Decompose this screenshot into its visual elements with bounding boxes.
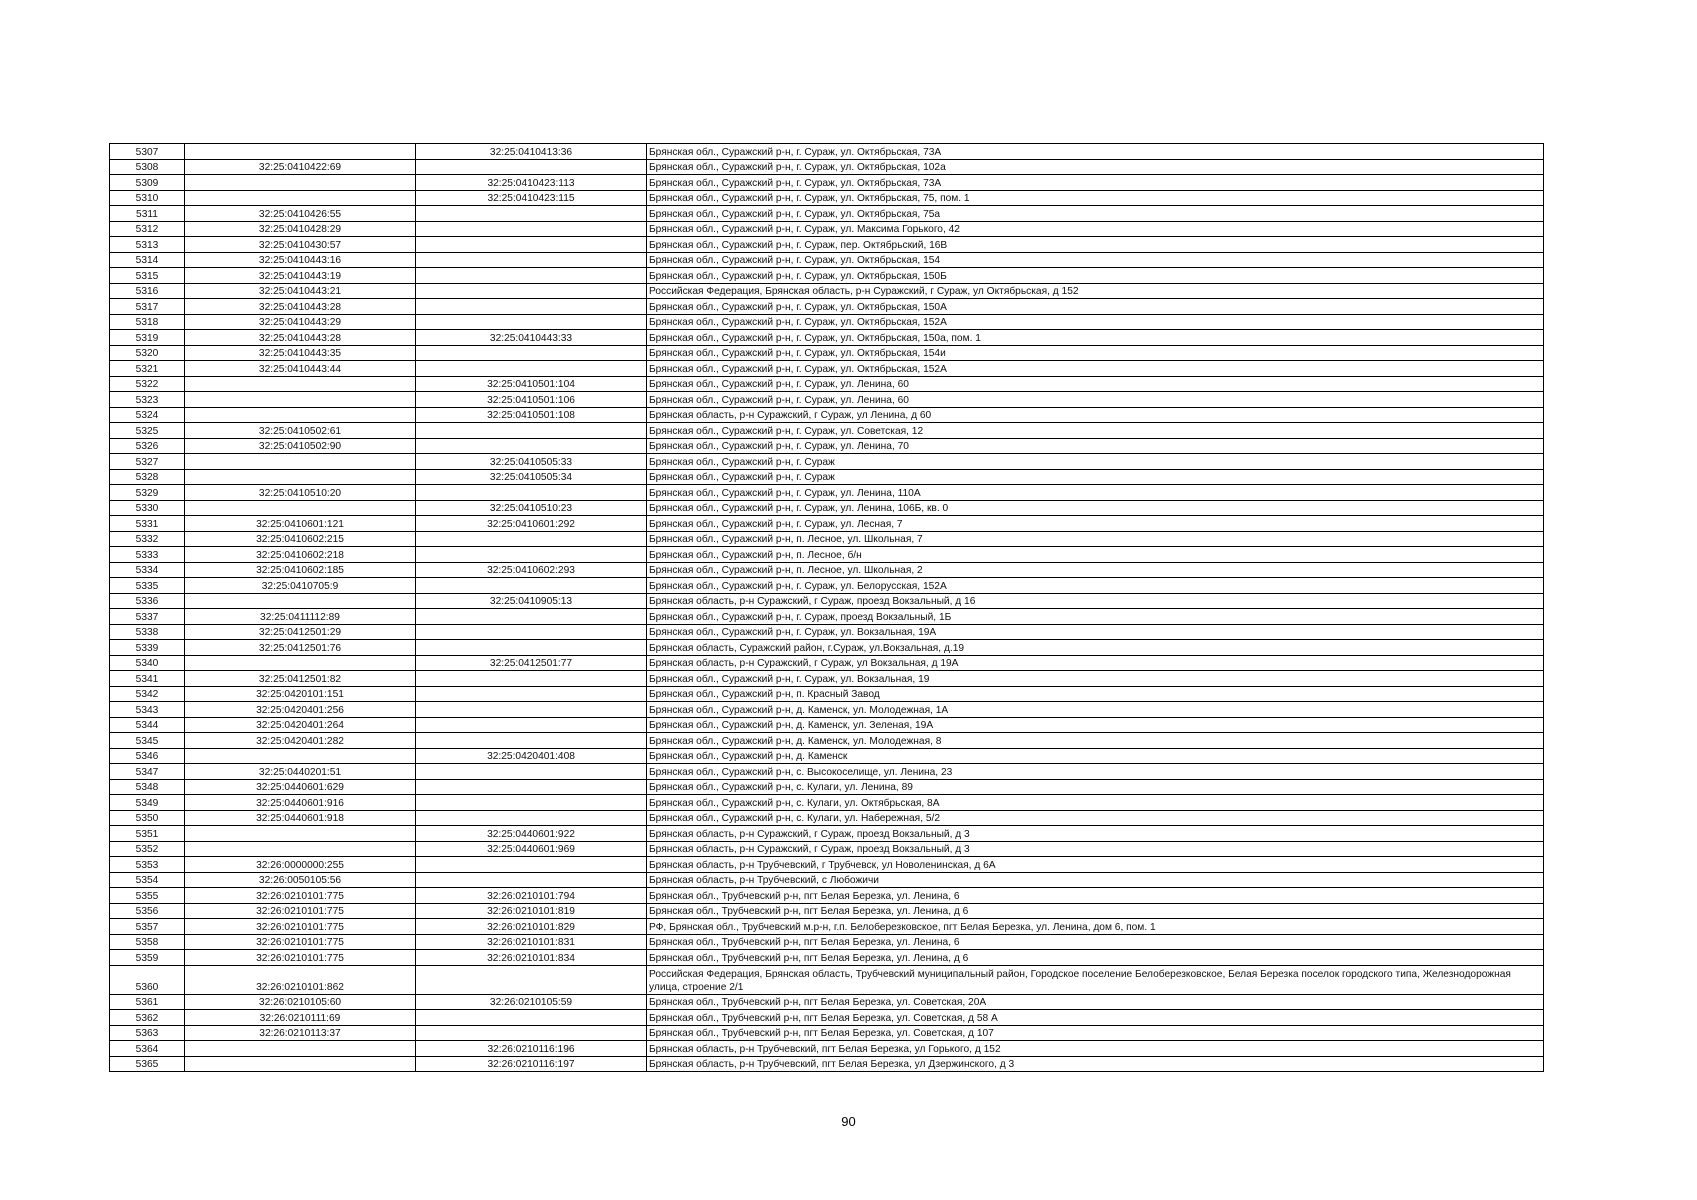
object-cadastral-number-cell: 32:26:0210101:819 (416, 903, 647, 919)
address-cell: Брянская обл., Суражский р-н, г. Сураж, ул. Вокзальная, 19А (647, 624, 1544, 640)
table-row (110, 624, 1544, 640)
address-cell: Брянская область, р-н Суражский, г Сураж, проезд Вокзальный, д 16 (647, 593, 1544, 609)
table-row (110, 144, 1544, 160)
cadastral-number-cell (185, 655, 416, 671)
object-cadastral-number-cell: 32:26:0210116:197 (416, 1056, 647, 1072)
cadastral-number-cell: 32:25:0410602:218 (185, 547, 416, 563)
object-cadastral-number-cell (416, 965, 647, 994)
table-row (110, 190, 1544, 206)
address-cell: Брянская обл., Суражский р-н, г. Сураж (647, 469, 1544, 485)
table-row (110, 950, 1544, 966)
table-row (110, 1041, 1544, 1057)
cadastral-number-cell: 32:25:0440201:51 (185, 764, 416, 780)
table-row (110, 268, 1544, 284)
row-number-cell: 5360 (110, 965, 185, 994)
table-row (110, 206, 1544, 222)
table-row (110, 175, 1544, 191)
cadastral-number-cell: 32:25:0410443:19 (185, 268, 416, 284)
cadastral-number-cell (185, 469, 416, 485)
table-row (110, 159, 1544, 175)
object-cadastral-number-cell (416, 609, 647, 625)
address-cell: Брянская обл., Суражский р-н, г. Сураж, ул. Белорусская, 152А (647, 578, 1544, 594)
table-row (110, 516, 1544, 532)
cadastral-number-cell (185, 144, 416, 160)
row-number-cell: 5354 (110, 872, 185, 888)
cadastral-number-cell: 32:25:0410443:16 (185, 252, 416, 268)
row-number-cell: 5356 (110, 903, 185, 919)
object-cadastral-number-cell: 32:25:0410443:33 (416, 330, 647, 346)
cadastral-number-cell: 32:25:0410602:185 (185, 562, 416, 578)
object-cadastral-number-cell (416, 764, 647, 780)
row-number-cell: 5343 (110, 702, 185, 718)
address-cell: Брянская область, р-н Трубчевский, с Любожичи (647, 872, 1544, 888)
row-number-cell: 5308 (110, 159, 185, 175)
row-number-cell: 5314 (110, 252, 185, 268)
cadastral-number-cell: 32:25:0440601:629 (185, 779, 416, 795)
address-cell: Брянская область, р-н Суражский, г Сураж, проезд Вокзальный, д 3 (647, 826, 1544, 842)
table-row (110, 994, 1544, 1010)
object-cadastral-number-cell (416, 671, 647, 687)
object-cadastral-number-cell: 32:26:0210101:831 (416, 934, 647, 950)
address-cell: Брянская область, р-н Суражский, г Сураж, ул Вокзальная, д 19А (647, 655, 1544, 671)
row-number-cell: 5336 (110, 593, 185, 609)
object-cadastral-number-cell (416, 314, 647, 330)
address-cell: Брянская обл., Суражский р-н, г. Сураж, ул. Октябрьская, 150а, пом. 1 (647, 330, 1544, 346)
address-cell: Брянская область, р-н Трубчевский, г Трубчевск, ул Новоленинская, д 6А (647, 857, 1544, 873)
cadastral-number-cell: 32:25:0410502:90 (185, 438, 416, 454)
table-row (110, 221, 1544, 237)
address-cell: Брянская обл., Трубчевский р-н, пгт Белая Березка, ул. Советская, д 58 А (647, 1010, 1544, 1026)
cadastral-number-cell (185, 826, 416, 842)
cadastral-number-cell: 32:25:0410430:57 (185, 237, 416, 253)
object-cadastral-number-cell: 32:26:0210101:834 (416, 950, 647, 966)
object-cadastral-number-cell (416, 531, 647, 547)
property-register-table (109, 143, 1544, 1072)
table-row (110, 1025, 1544, 1041)
cadastral-number-cell: 32:25:0410602:215 (185, 531, 416, 547)
row-number-cell: 5325 (110, 423, 185, 439)
row-number-cell: 5312 (110, 221, 185, 237)
address-cell: Брянская обл., Суражский р-н, г. Сураж, ул. Ленина, 70 (647, 438, 1544, 454)
row-number-cell: 5341 (110, 671, 185, 687)
object-cadastral-number-cell: 32:25:0410423:115 (416, 190, 647, 206)
row-number-cell: 5318 (110, 314, 185, 330)
cadastral-number-cell: 32:25:0420401:256 (185, 702, 416, 718)
cadastral-number-cell: 32:26:0000000:255 (185, 857, 416, 873)
table-row (110, 376, 1544, 392)
address-cell: Брянская область, р-н Суражский, г Сураж, проезд Вокзальный, д 3 (647, 841, 1544, 857)
address-cell: Брянская обл., Суражский р-н, с. Кулаги, ул. Ленина, 89 (647, 779, 1544, 795)
cadastral-number-cell (185, 454, 416, 470)
table-row (110, 531, 1544, 547)
cadastral-number-cell: 32:25:0412501:82 (185, 671, 416, 687)
row-number-cell: 5309 (110, 175, 185, 191)
object-cadastral-number-cell (416, 438, 647, 454)
row-number-cell: 5321 (110, 361, 185, 377)
row-number-cell: 5334 (110, 562, 185, 578)
table-row (110, 810, 1544, 826)
cadastral-number-cell: 32:26:0210113:37 (185, 1025, 416, 1041)
row-number-cell: 5319 (110, 330, 185, 346)
address-cell: Брянская обл., Суражский р-н, п. Лесное, ул. Школьная, 7 (647, 531, 1544, 547)
row-number-cell: 5353 (110, 857, 185, 873)
cadastral-number-cell (185, 1056, 416, 1072)
address-cell: Брянская обл., Суражский р-н, г. Сураж, ул. Октябрьская, 73А (647, 144, 1544, 160)
object-cadastral-number-cell (416, 1010, 647, 1026)
cadastral-number-cell: 32:26:0210101:775 (185, 950, 416, 966)
row-number-cell: 5315 (110, 268, 185, 284)
table-row (110, 748, 1544, 764)
cadastral-number-cell: 32:25:0410426:55 (185, 206, 416, 222)
row-number-cell: 5317 (110, 299, 185, 315)
table-row (110, 872, 1544, 888)
cadastral-number-cell: 32:25:0410443:28 (185, 299, 416, 315)
object-cadastral-number-cell: 32:26:0210101:829 (416, 919, 647, 935)
cadastral-number-cell: 32:26:0210101:775 (185, 919, 416, 935)
object-cadastral-number-cell: 32:25:0420401:408 (416, 748, 647, 764)
table-row (110, 578, 1544, 594)
table-row (110, 283, 1544, 299)
object-cadastral-number-cell (416, 810, 647, 826)
address-cell: Российская Федерация, Брянская область, Трубчевский муниципальный район, Городское поселение Белоберезковское, Белая Березка поселок городского типа, Железнодорожная улица, строение 2/1 (647, 965, 1544, 994)
object-cadastral-number-cell (416, 361, 647, 377)
table-row (110, 1056, 1544, 1072)
row-number-cell: 5316 (110, 283, 185, 299)
object-cadastral-number-cell: 32:25:0410602:293 (416, 562, 647, 578)
row-number-cell: 5320 (110, 345, 185, 361)
table-row (110, 454, 1544, 470)
object-cadastral-number-cell (416, 159, 647, 175)
address-cell: Брянская область, р-н Суражский, г Сураж, ул Ленина, д 60 (647, 407, 1544, 423)
object-cadastral-number-cell (416, 423, 647, 439)
cadastral-number-cell: 32:26:0210101:775 (185, 903, 416, 919)
row-number-cell: 5362 (110, 1010, 185, 1026)
table-row (110, 252, 1544, 268)
table-row (110, 934, 1544, 950)
cadastral-number-cell: 32:25:0411112:89 (185, 609, 416, 625)
row-number-cell: 5345 (110, 733, 185, 749)
table-row (110, 423, 1544, 439)
object-cadastral-number-cell (416, 857, 647, 873)
table-row (110, 392, 1544, 408)
address-cell: Брянская обл., Трубчевский р-н, пгт Белая Березка, ул. Ленина, 6 (647, 888, 1544, 904)
row-number-cell: 5323 (110, 392, 185, 408)
table-row (110, 841, 1544, 857)
cadastral-number-cell (185, 748, 416, 764)
address-cell: Брянская обл., Суражский р-н, г. Сураж, ул. Лесная, 7 (647, 516, 1544, 532)
table-row (110, 593, 1544, 609)
object-cadastral-number-cell: 32:25:0410505:33 (416, 454, 647, 470)
object-cadastral-number-cell: 32:25:0410905:13 (416, 593, 647, 609)
cadastral-number-cell: 32:25:0410443:28 (185, 330, 416, 346)
cadastral-number-cell: 32:26:0210101:775 (185, 888, 416, 904)
row-number-cell: 5365 (110, 1056, 185, 1072)
address-cell: Брянская обл., Суражский р-н, г. Сураж, ул. Советская, 12 (647, 423, 1544, 439)
object-cadastral-number-cell (416, 779, 647, 795)
cadastral-number-cell (185, 175, 416, 191)
row-number-cell: 5340 (110, 655, 185, 671)
table-row (110, 965, 1544, 994)
address-cell: Брянская обл., Суражский р-н, д. Каменск, ул. Зеленая, 19А (647, 717, 1544, 733)
row-number-cell: 5326 (110, 438, 185, 454)
address-cell: Брянская обл., Суражский р-н, г. Сураж, проезд Вокзальный, 1Б (647, 609, 1544, 625)
address-cell: Брянская обл., Суражский р-н, д. Каменск, ул. Молодежная, 1А (647, 702, 1544, 718)
object-cadastral-number-cell (416, 795, 647, 811)
cadastral-number-cell: 32:25:0440601:916 (185, 795, 416, 811)
object-cadastral-number-cell: 32:25:0410413:36 (416, 144, 647, 160)
address-cell: Брянская обл., Суражский р-н, г. Сураж (647, 454, 1544, 470)
table-row (110, 655, 1544, 671)
table-row (110, 314, 1544, 330)
cadastral-number-cell: 32:25:0410443:35 (185, 345, 416, 361)
cadastral-number-cell: 32:26:0210105:60 (185, 994, 416, 1010)
table-row (110, 903, 1544, 919)
row-number-cell: 5313 (110, 237, 185, 253)
object-cadastral-number-cell (416, 252, 647, 268)
object-cadastral-number-cell (416, 717, 647, 733)
address-cell: Брянская обл., Суражский р-н, п. Лесное, б/н (647, 547, 1544, 563)
cadastral-number-cell: 32:25:0410428:29 (185, 221, 416, 237)
object-cadastral-number-cell: 32:26:0210116:196 (416, 1041, 647, 1057)
table-row (110, 671, 1544, 687)
object-cadastral-number-cell (416, 221, 647, 237)
address-cell: Брянская обл., Суражский р-н, г. Сураж, ул. Октябрьская, 150А (647, 299, 1544, 315)
cadastral-number-cell: 32:25:0420101:151 (185, 686, 416, 702)
row-number-cell: 5329 (110, 485, 185, 501)
object-cadastral-number-cell: 32:25:0410510:23 (416, 500, 647, 516)
cadastral-number-cell (185, 1041, 416, 1057)
address-cell: Брянская обл., Трубчевский р-н, пгт Белая Березка, ул. Ленина, д 6 (647, 903, 1544, 919)
table-row (110, 237, 1544, 253)
address-cell: Брянская обл., Суражский р-н, г. Сураж, ул. Октябрьская, 75а (647, 206, 1544, 222)
table-row (110, 547, 1544, 563)
row-number-cell: 5355 (110, 888, 185, 904)
address-cell: Брянская обл., Суражский р-н, с. Кулаги, ул. Октябрьская, 8А (647, 795, 1544, 811)
table-row (110, 919, 1544, 935)
row-number-cell: 5331 (110, 516, 185, 532)
row-number-cell: 5357 (110, 919, 185, 935)
table-row (110, 361, 1544, 377)
object-cadastral-number-cell (416, 206, 647, 222)
table-row (110, 779, 1544, 795)
cadastral-number-cell: 32:25:0410443:21 (185, 283, 416, 299)
cadastral-number-cell: 32:25:0410443:44 (185, 361, 416, 377)
row-number-cell: 5333 (110, 547, 185, 563)
table-row (110, 345, 1544, 361)
table-row (110, 330, 1544, 346)
table-row (110, 888, 1544, 904)
cadastral-number-cell: 32:26:0050105:56 (185, 872, 416, 888)
object-cadastral-number-cell (416, 299, 647, 315)
table-row (110, 640, 1544, 656)
address-cell: Брянская обл., Суражский р-н, г. Сураж, ул. Октябрьская, 102а (647, 159, 1544, 175)
row-number-cell: 5338 (110, 624, 185, 640)
address-cell: Брянская обл., Суражский р-н, г. Сураж, ул. Ленина, 60 (647, 392, 1544, 408)
object-cadastral-number-cell (416, 1025, 647, 1041)
row-number-cell: 5364 (110, 1041, 185, 1057)
address-cell: Брянская обл., Суражский р-н, г. Сураж, ул. Вокзальная, 19 (647, 671, 1544, 687)
object-cadastral-number-cell (416, 578, 647, 594)
address-cell: Брянская обл., Суражский р-н, г. Сураж, ул. Максима Горького, 42 (647, 221, 1544, 237)
object-cadastral-number-cell (416, 268, 647, 284)
address-cell: Брянская обл., Суражский р-н, г. Сураж, ул. Октябрьская, 154и (647, 345, 1544, 361)
row-number-cell: 5307 (110, 144, 185, 160)
cadastral-number-cell: 32:25:0410502:61 (185, 423, 416, 439)
address-cell: Российская Федерация, Брянская область, р-н Суражский, г Сураж, ул Октябрьская, д 152 (647, 283, 1544, 299)
row-number-cell: 5363 (110, 1025, 185, 1041)
address-cell: Брянская обл., Суражский р-н, п. Лесное, ул. Школьная, 2 (647, 562, 1544, 578)
row-number-cell: 5310 (110, 190, 185, 206)
object-cadastral-number-cell (416, 872, 647, 888)
address-cell: Брянская обл., Суражский р-н, г. Сураж, ул. Ленина, 110А (647, 485, 1544, 501)
table-row (110, 795, 1544, 811)
object-cadastral-number-cell: 32:25:0412501:77 (416, 655, 647, 671)
object-cadastral-number-cell (416, 686, 647, 702)
table-row (110, 764, 1544, 780)
cadastral-number-cell: 32:26:0210101:775 (185, 934, 416, 950)
row-number-cell: 5352 (110, 841, 185, 857)
object-cadastral-number-cell: 32:25:0440601:922 (416, 826, 647, 842)
address-cell: Брянская обл., Трубчевский р-н, пгт Белая Березка, ул. Советская, 20А (647, 994, 1544, 1010)
object-cadastral-number-cell (416, 237, 647, 253)
cadastral-number-cell: 32:25:0410705:9 (185, 578, 416, 594)
table-row (110, 733, 1544, 749)
cadastral-number-cell: 32:25:0420401:282 (185, 733, 416, 749)
cadastral-number-cell (185, 500, 416, 516)
row-number-cell: 5327 (110, 454, 185, 470)
row-number-cell: 5344 (110, 717, 185, 733)
table-row (110, 500, 1544, 516)
row-number-cell: 5339 (110, 640, 185, 656)
table-body (110, 144, 1544, 1072)
address-cell: Брянская обл., Суражский р-н, г. Сураж, ул. Ленина, 106Б, кв. 0 (647, 500, 1544, 516)
cadastral-number-cell: 32:25:0410422:69 (185, 159, 416, 175)
table-row (110, 485, 1544, 501)
address-cell: Брянская обл., Суражский р-н, г. Сураж, ул. Ленина, 60 (647, 376, 1544, 392)
object-cadastral-number-cell (416, 640, 647, 656)
row-number-cell: 5347 (110, 764, 185, 780)
cadastral-number-cell (185, 593, 416, 609)
table-row (110, 407, 1544, 423)
object-cadastral-number-cell (416, 624, 647, 640)
address-cell: Брянская обл., Суражский р-н, с. Кулаги, ул. Набережная, 5/2 (647, 810, 1544, 826)
cadastral-number-cell: 32:25:0412501:29 (185, 624, 416, 640)
table-row (110, 609, 1544, 625)
page-number: 90 (841, 1114, 856, 1129)
cadastral-number-cell: 32:25:0410510:20 (185, 485, 416, 501)
row-number-cell: 5335 (110, 578, 185, 594)
row-number-cell: 5350 (110, 810, 185, 826)
object-cadastral-number-cell: 32:25:0410601:292 (416, 516, 647, 532)
row-number-cell: 5330 (110, 500, 185, 516)
object-cadastral-number-cell: 32:26:0210105:59 (416, 994, 647, 1010)
table-row (110, 702, 1544, 718)
table-row (110, 857, 1544, 873)
cadastral-number-cell: 32:26:0210101:862 (185, 965, 416, 994)
row-number-cell: 5359 (110, 950, 185, 966)
address-cell: Брянская обл., Суражский р-н, г. Сураж, пер. Октябрьский, 16В (647, 237, 1544, 253)
object-cadastral-number-cell: 32:25:0410501:104 (416, 376, 647, 392)
address-cell: Брянская область, Суражский район, г.Сураж, ул.Вокзальная, д.19 (647, 640, 1544, 656)
object-cadastral-number-cell: 32:25:0410505:34 (416, 469, 647, 485)
table-row (110, 469, 1544, 485)
cadastral-number-cell: 32:25:0410443:29 (185, 314, 416, 330)
address-cell: Брянская обл., Трубчевский р-н, пгт Белая Березка, ул. Советская, д 107 (647, 1025, 1544, 1041)
object-cadastral-number-cell: 32:25:0410423:113 (416, 175, 647, 191)
address-cell: Брянская область, р-н Трубчевский, пгт Белая Березка, ул Горького, д 152 (647, 1041, 1544, 1057)
table-row (110, 717, 1544, 733)
object-cadastral-number-cell: 32:26:0210101:794 (416, 888, 647, 904)
address-cell: Брянская обл., Суражский р-н, д. Каменск (647, 748, 1544, 764)
object-cadastral-number-cell: 32:25:0440601:969 (416, 841, 647, 857)
object-cadastral-number-cell: 32:25:0410501:106 (416, 392, 647, 408)
object-cadastral-number-cell (416, 345, 647, 361)
row-number-cell: 5358 (110, 934, 185, 950)
row-number-cell: 5322 (110, 376, 185, 392)
address-cell: Брянская обл., Трубчевский р-н, пгт Белая Березка, ул. Ленина, д 6 (647, 950, 1544, 966)
address-cell: Брянская обл., Суражский р-н, г. Сураж, ул. Октябрьская, 75, пом. 1 (647, 190, 1544, 206)
address-cell: Брянская обл., Суражский р-н, г. Сураж, ул. Октябрьская, 150Б (647, 268, 1544, 284)
cadastral-number-cell: 32:25:0412501:76 (185, 640, 416, 656)
object-cadastral-number-cell: 32:25:0410501:108 (416, 407, 647, 423)
cadastral-number-cell (185, 190, 416, 206)
address-cell: РФ, Брянская обл., Трубчевский м.р-н, г.п. Белоберезковское, пгт Белая Березка, ул. Ленина, дом 6, пом. 1 (647, 919, 1544, 935)
cadastral-number-cell: 32:25:0420401:264 (185, 717, 416, 733)
address-cell: Брянская обл., Суражский р-н, д. Каменск, ул. Молодежная, 8 (647, 733, 1544, 749)
row-number-cell: 5361 (110, 994, 185, 1010)
cadastral-number-cell (185, 392, 416, 408)
row-number-cell: 5311 (110, 206, 185, 222)
object-cadastral-number-cell (416, 702, 647, 718)
cadastral-number-cell: 32:26:0210111:69 (185, 1010, 416, 1026)
table-row (110, 562, 1544, 578)
table-row (110, 686, 1544, 702)
row-number-cell: 5349 (110, 795, 185, 811)
cadastral-number-cell: 32:25:0410601:121 (185, 516, 416, 532)
address-cell: Брянская обл., Суражский р-н, п. Красный Завод (647, 686, 1544, 702)
table-row (110, 826, 1544, 842)
table-row (110, 1010, 1544, 1026)
object-cadastral-number-cell (416, 485, 647, 501)
row-number-cell: 5346 (110, 748, 185, 764)
address-cell: Брянская обл., Суражский р-н, г. Сураж, ул. Октябрьская, 152А (647, 361, 1544, 377)
cadastral-number-cell: 32:25:0440601:918 (185, 810, 416, 826)
table-row (110, 438, 1544, 454)
row-number-cell: 5324 (110, 407, 185, 423)
row-number-cell: 5351 (110, 826, 185, 842)
cadastral-number-cell (185, 376, 416, 392)
row-number-cell: 5332 (110, 531, 185, 547)
address-cell: Брянская обл., Суражский р-н, г. Сураж, ул. Октябрьская, 73А (647, 175, 1544, 191)
row-number-cell: 5337 (110, 609, 185, 625)
address-cell: Брянская обл., Суражский р-н, г. Сураж, ул. Октябрьская, 154 (647, 252, 1544, 268)
object-cadastral-number-cell (416, 283, 647, 299)
address-cell: Брянская обл., Суражский р-н, с. Высокоселище, ул. Ленина, 23 (647, 764, 1544, 780)
address-cell: Брянская область, р-н Трубчевский, пгт Белая Березка, ул Дзержинского, д 3 (647, 1056, 1544, 1072)
table-row (110, 299, 1544, 315)
address-cell: Брянская обл., Трубчевский р-н, пгт Белая Березка, ул. Ленина, 6 (647, 934, 1544, 950)
object-cadastral-number-cell (416, 733, 647, 749)
row-number-cell: 5328 (110, 469, 185, 485)
row-number-cell: 5348 (110, 779, 185, 795)
address-cell: Брянская обл., Суражский р-н, г. Сураж, ул. Октябрьская, 152А (647, 314, 1544, 330)
cadastral-number-cell (185, 841, 416, 857)
row-number-cell: 5342 (110, 686, 185, 702)
cadastral-number-cell (185, 407, 416, 423)
object-cadastral-number-cell (416, 547, 647, 563)
